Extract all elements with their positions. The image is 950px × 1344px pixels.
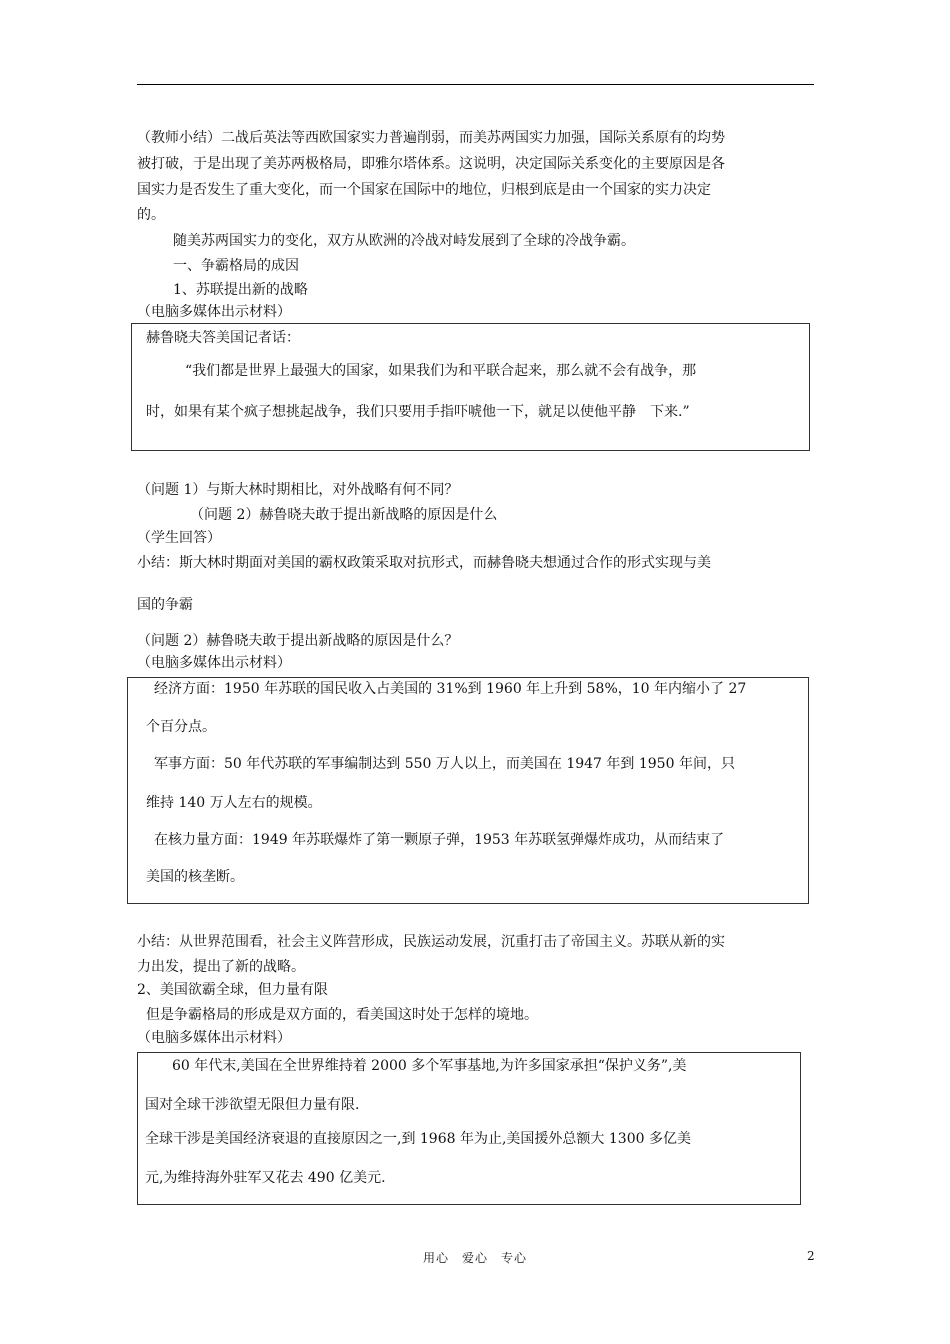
- summary-paragraph-line: （教师小结）二战后英法等西欧国家实力普遍削弱，而美苏两国实力加强，国际关系原有的均势: [137, 130, 725, 146]
- quote-box-line: 赫鲁晓夫答美国记者话：: [146, 330, 300, 346]
- media-note: （电脑多媒体出示材料）: [137, 1030, 291, 1046]
- summary-line: 国的争霸: [137, 597, 193, 613]
- student-answer: （学生回答）: [137, 530, 221, 546]
- question-1: （问题 1）与斯大林时期相比，对外战略有何不同？: [137, 482, 459, 498]
- material-box-line: 国对全球干涉欲望无限但力量有限.: [145, 1097, 360, 1113]
- data-box-line: 在核力量方面：1949 年苏联爆炸了第一颗原子弹，1953 年苏联氢弹爆炸成功，从而结束了: [154, 832, 725, 848]
- quote-box-line: “我们都是世界上最强大的国家，如果我们为和平联合起来，那么就不会有战争，那: [185, 363, 697, 379]
- media-note: （电脑多媒体出示材料）: [137, 304, 291, 320]
- data-box-line: 军事方面：50 年代苏联的军事编制达到 550 万人以上，而美国在 1947 年到 1950 年间，只: [154, 756, 735, 772]
- paragraph: 但是争霸格局的形成是双方面的，看美国这时处于怎样的境地。: [146, 1007, 538, 1023]
- data-box-line: 经济方面：1950 年苏联的国民收入占美国的 31%到 1960 年上升到 58%，10 年内缩小了 27: [154, 681, 747, 697]
- summary-line: 小结：斯大林时期面对美国的霸权政策采取对抗形式，而赫鲁晓夫想通过合作的形式实现与美: [137, 555, 711, 571]
- page-number: 2: [807, 1249, 815, 1263]
- section-heading: 一、争霸格局的成因: [173, 258, 299, 274]
- media-note: （电脑多媒体出示材料）: [137, 655, 291, 671]
- data-box-line: 个百分点。: [146, 719, 216, 735]
- material-box-line: 全球干涉是美国经济衰退的直接原因之一,到 1968 年为止,美国援外总额大 1300 多亿美: [145, 1131, 691, 1147]
- header-rule: [137, 84, 814, 85]
- summary-paragraph-line: 国实力是否发生了重大变化，而一个国家在国际中的地位，归根到底是由一个国家的实力决定: [137, 182, 711, 198]
- material-box-line: 元,为维持海外驻军又花去 490 亿美元.: [145, 1170, 386, 1186]
- summary-paragraph-line: 被打破，于是出现了美苏两极格局，即雅尔塔体系。这说明，决定国际关系变化的主要原因是各: [137, 156, 725, 172]
- data-box-line: 美国的核垄断。: [146, 869, 244, 885]
- transition-paragraph: 随美苏两国实力的变化，双方从欧洲的冷战对峙发展到了全球的冷战争霸。: [173, 233, 635, 249]
- summary-line: 小结：从世界范围看，社会主义阵营形成，民族运动发展，沉重打击了帝国主义。苏联从新的实: [137, 934, 725, 950]
- quote-box-line: 时，如果有某个疯子想挑起战争，我们只要用手指吓唬他一下，就足以使他平静 下来.”: [146, 404, 690, 420]
- question-2-repeat: （问题 2）赫鲁晓夫敢于提出新战略的原因是什么？: [137, 633, 459, 649]
- summary-line: 力出发，提出了新的战略。: [137, 959, 305, 975]
- data-box-line: 维持 140 万人左右的规模。: [146, 795, 322, 811]
- page-footer: 用心 爱心 专心: [422, 1251, 527, 1265]
- subsection-heading: 1、苏联提出新的战略: [173, 282, 308, 298]
- material-box-line: 60 年代末,美国在全世界维持着 2000 多个军事基地,为许多国家承担“保护义务”,美: [172, 1058, 687, 1074]
- question-2: （问题 2）赫鲁晓夫敢于提出新战略的原因是什么: [190, 507, 498, 523]
- subsection-heading: 2、美国欲霸全球，但力量有限: [137, 982, 328, 998]
- summary-paragraph-line: 的。: [137, 207, 165, 223]
